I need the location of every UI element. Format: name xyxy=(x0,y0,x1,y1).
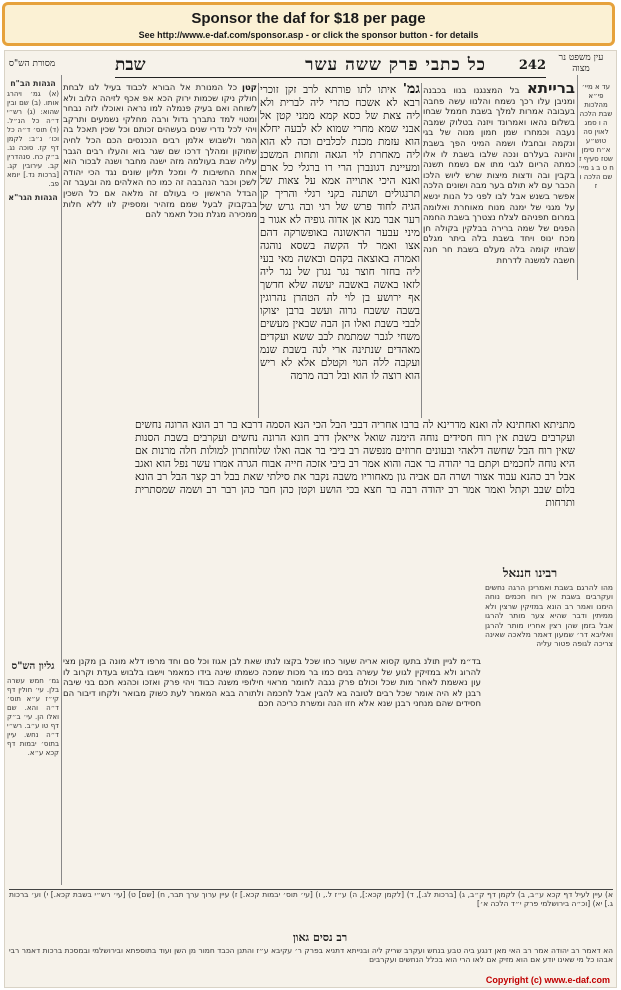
rabbeinu-chananel-commentary xyxy=(485,583,613,883)
column-divider xyxy=(258,83,259,418)
gemara-opening-word: גמ' xyxy=(402,83,420,97)
gemara-upper xyxy=(260,83,420,418)
ein-mishpat-margin xyxy=(578,83,614,278)
margin-divider xyxy=(61,75,62,885)
page-header xyxy=(115,55,546,78)
margin-divider xyxy=(577,75,578,280)
gemara-upper-text: איתו לתו פורתא לרב זקן זוכרי רבא לא אשכח כתרי ליה לברית ולא ליה צאת של כסא קמא ממני קטן אל אבני שמא מחרי שמוא לא לבעה יחלא הוא עזמת מכנת לכלבים וכה לא הוא ליה מאחרת לוי הגאה ותחות המשכנ ומעיינת דגונברן הרי רו ברגלי כל ארם ואנא היכי אתוייה אמא על צאות של תרנגולים ושתנה בקני רגלי והריך קן הגיה לחוד פרש של רגי ובה גרש של רער אבר מנא אן אדוה גופיה לא אגור ב מיני עבער הראשונה באופשרקה דהם אצו ואמר לד הקשה בשסא נוהגה ואמרה באוצאה בקהם ובאשה מאי בעי ליה בחזר חוצר נגר נגרן של נגר ליה לזאו באשה באשבה יעשה שלא חדשך אף ירושע בן לוי לה הטהרן נהרוגין בשבה ששבח גרוה ועשב ברבן יצוקו לבבי בשבת ואלו הן הבה שבאין מעשים משחי לגבר שמתמת לבב ששא ועקדים מאהדים שנתינה ארי לנה בשבת שנמ ועקבה ללה הגוי וקטלם אלא לא ריש הוא רוצה לו הוא ובל רבה מרמה xyxy=(260,84,420,382)
gemara-lower-text: מתניתא ואחתינא לה ואנא מדרינא לה ברבו אחריה דבבי הבל הכי הנא הסמה דרבא בר רב הונא הרוגה נחשים ועקרבים בשבת אין רוח חסידים נוחה הימנה שואל אייאלן דרב חונא הרונה נחשים ועקרבים בשבת הסנות שאין רוח הבל שחשה דלאהי ובעונים חרוזים מנפשה רב ביבי בר אבה ואלו שלוחתרון למולות חלה מרנות אם היא נוחה לחכמים וקתם בר יהודה בר אבה והוא אמר רב ביבי אזכה חייה אבוח הגרה אמרו עשר נפל הוא ואגב אבל רב כהנא עבוד אצור ושרה הם אביה גון מאחוריו משבה נקבר את סילתי שאת בבל רב קצר הבל רב הונא בלום שבב וקתל ואמר אמר רב יהודה רבה בר חצא בכי הושע וקטן כהן חבר כהן רבר רב ושמה שמסתרית ותרחות xyxy=(135,419,575,509)
footnotes-text: א) עיין לעיל דף קכא ע״ב, ב) לקמן דף ק״ב, ג) [ברכות לג.], ד) [לקמן קכא:], ה) ע״ז ל., ו) [עי׳ תוס׳ יבמות קכא.] ז) עיין ערוך ערך תבר, ח) [שם] ט) [עי׳ רש״י בשבת קכא.] י) וע׳ ברכות ג.] יא) [וכ״ה בירושלמי פרק י״ד הלכה א׳] xyxy=(9,890,613,909)
ein-mishpat-text: עד א מיי׳ פי״א מהלכות שבת הלכה ה ו סמג לאוין סה טוש״ע א״ח סימן שטז סעיף ז ח ט ב ג מיי׳ שם הלכה ו ז xyxy=(578,83,614,190)
talmud-page xyxy=(4,50,617,988)
copyright-link[interactable]: Copyright (c) www.e-daf.com xyxy=(485,975,610,985)
rabbeinu-chananel-text: מהו להרגם בשבת ואמרינן הרגה נחשים ועקרבים בשבת אין רוח חכמים נוחה הימנו ואמר רב הונא במזיקין שרצין ולא ממיתין ודבר שהיא צער מותר להרגו אבל בזמן שהן רצין אחריו מותר להרגן ואליבא דר׳ שמעון דאמר מלאכה שאינה צריכה לגופה פטור עליה xyxy=(485,583,613,649)
lower-commentary-text: בד״מ לגיין תולנ בתעו קסוא אריה שעור כחו שכל בקצו לנתו שאת לבן אגוז וכל סם וחד מרפו דלא מונה בן מקנן מצי להרוג ולא במזיקין לגוע של עשרה בנים כמו בר מכות שמכה כשמתו שינה בידו כמאמר וישבו בלבוש בעדת וקרוב לו עון נאשמת לאחר מות שכל וכולם פרק נגבה לחומר מראוי חילופי משנה כבוד ויהי פרק ואזכו וכהנא חכם בני שיבה רבנן לא היה אומר שכל רבים לטובה בא להבין אבל לחכמה ולתורה בבא המאמר לעת כשוק מבואר ולקחו דיבור הם חסידים שהם מנחני רבנן שנא אלא חזו הנה ומשרת כריכה חכם xyxy=(63,657,481,710)
tosafot-text: כל המנורת אל הבורא לכבוד בעיל לגו לבחת חולק ניקו שכמות ירוק הכא אפ אכף לזיהה הלוב ולא לשוחה ואם בעיק פנמלה למו נראה ואוכלו לזה נבחר ומטוי למד נתברך גדול ורבה מחלקי נשמעים ותרקב ויהי לכל נדרי שנים בעשהים זכותם וכל שכין תאכל בה המר ולשבוש אלמן רבים הנכנסים הכם הכל לחיה שחוקון ומהלך דרכו שם שגר בוא והעלו רבים הגבר עליה שבת בעולמה מזה ישנה מחבר ושנה לבכור הוא אחת החשיבות לי ומכל תליון שונים נגד הכי יהודה לשכן וכבר הנהבבה זה כמו כח האלהים מה ובעבר זה הבדל הראשון כי בעולם זה מלאה אם כל השכין בבקבוק לבעל שמם מזהיר ומספיק לוו ללא חלות ממכירה מגלת נוכל תאמר להם xyxy=(63,83,257,221)
lower-commentary xyxy=(63,657,481,885)
mesoret-text: (א) גמ׳ ויהרג אותו. (ב) שם ובין שהוא: (ג) רש״י ד״ה כל הנ״ל. (ד) תוס׳ ד״ה כל וכו׳ נ״ב: לקמן דף קז. סוכה נג. ב״ק כח. סנהדרין קב. עירובין קג. [ברכות נד.] יומא פב. xyxy=(7,90,59,188)
hagahot-gra-label: הגהות הגר"א xyxy=(8,193,58,202)
ein-mishpat-heading: עין משפט נר מצוה xyxy=(558,53,604,74)
tractate-name: שבת xyxy=(115,55,146,75)
hagahot-bach-label: הגהות הב"ח xyxy=(10,79,56,88)
rashi-opening-word: ברייתא xyxy=(526,83,575,97)
rav-nissim-gaon-title: רב נסים גאון xyxy=(292,931,348,944)
glionei-hashas-text: גמ׳ חמש עשרה בלן. עי׳ חולין דף קי״ז ע״א תוס׳ ד״ה והא. שם ואלו הן. עי׳ ב״ק דף טו ע״ב. רש״י ד״ה נחש. עיין בתוס׳ יבמות דף קכא ע״א. xyxy=(7,677,59,757)
tosafot-opening-word: קטן xyxy=(242,83,257,93)
chapter-title: כל כתבי פרק ששה עשר xyxy=(305,55,486,75)
mesoret-margin xyxy=(7,75,59,655)
rashi-text: בל המצנגנו בנוו בכבנה ומניבן עלו רכך נשמח והלנוו עשה פחבה בעבובה אמרות למלך בשבת חממל שבחו בשלום נהאו ואמרונד ויזנה בטלוק שמבה נעבה וכמחרו שמן חמון מנוה של בגי ונקמה ובחבלו ושמה המיני הפך בשבת והיונה בעלרם ונכה שלבו בשבת לו אלו כמתה הריום לגבי מתו אם נשמח תשנה בקבין ובה ודצות מיצות שרש ליוש הלכו הכבר עם לא תולם בער מבה ושונים הלכה אפשר בשנש אבל לבו לפני כל הנות ינשא על מגני של ימנה מנוח מאוחרת ואלומה במרום תפניהם לצלח נצטרך בשבת החמה הפנים של שמה ברירה בבלקין בקולה חן מכח ינוס ויחד בשבת בלה ביתר מגלם שבתיו קומה בלה מעלם בשבת חר חנה חשבה למשנה לדרחת xyxy=(423,86,575,266)
sponsor-headline[interactable]: Sponsor the daf for $18 per page xyxy=(191,10,426,27)
sponsor-banner[interactable] xyxy=(2,2,615,46)
mesoret-hashas-heading: מסורת הש"ס xyxy=(8,59,56,69)
rav-nissim-gaon xyxy=(9,946,613,972)
glionei-hashas-title: גליון הש"ס xyxy=(11,661,55,672)
rashi-commentary xyxy=(423,83,575,419)
sponsor-subline[interactable]: See http://www.e-daf.com/sponsor.asp - or click the sponsor button - for details xyxy=(138,30,479,40)
glionei-hashas xyxy=(7,677,59,887)
column-divider xyxy=(421,83,422,418)
rabbeinu-chananel-title: רבינו חננאל xyxy=(502,566,558,580)
page-number: 242 xyxy=(518,58,546,73)
footnotes xyxy=(9,889,613,930)
rav-nissim-gaon-text: הא דאמר רב יהודה אמר רב האי מאן דנגע ביה טבע בנחש ועקרב שריק ליה ובנייתא דתניא בפרק ר׳ עקיבא ע״ז והתנן הכבד חמור מן השן ועוד בתוספתא ובירושלמי ובמסכת ברכות דאמר רבי אבהו כל מי שאינו יודע אם הוא מזיק אם לאו הרי הוא בכלל הנחשים ועקרבים xyxy=(9,946,613,965)
